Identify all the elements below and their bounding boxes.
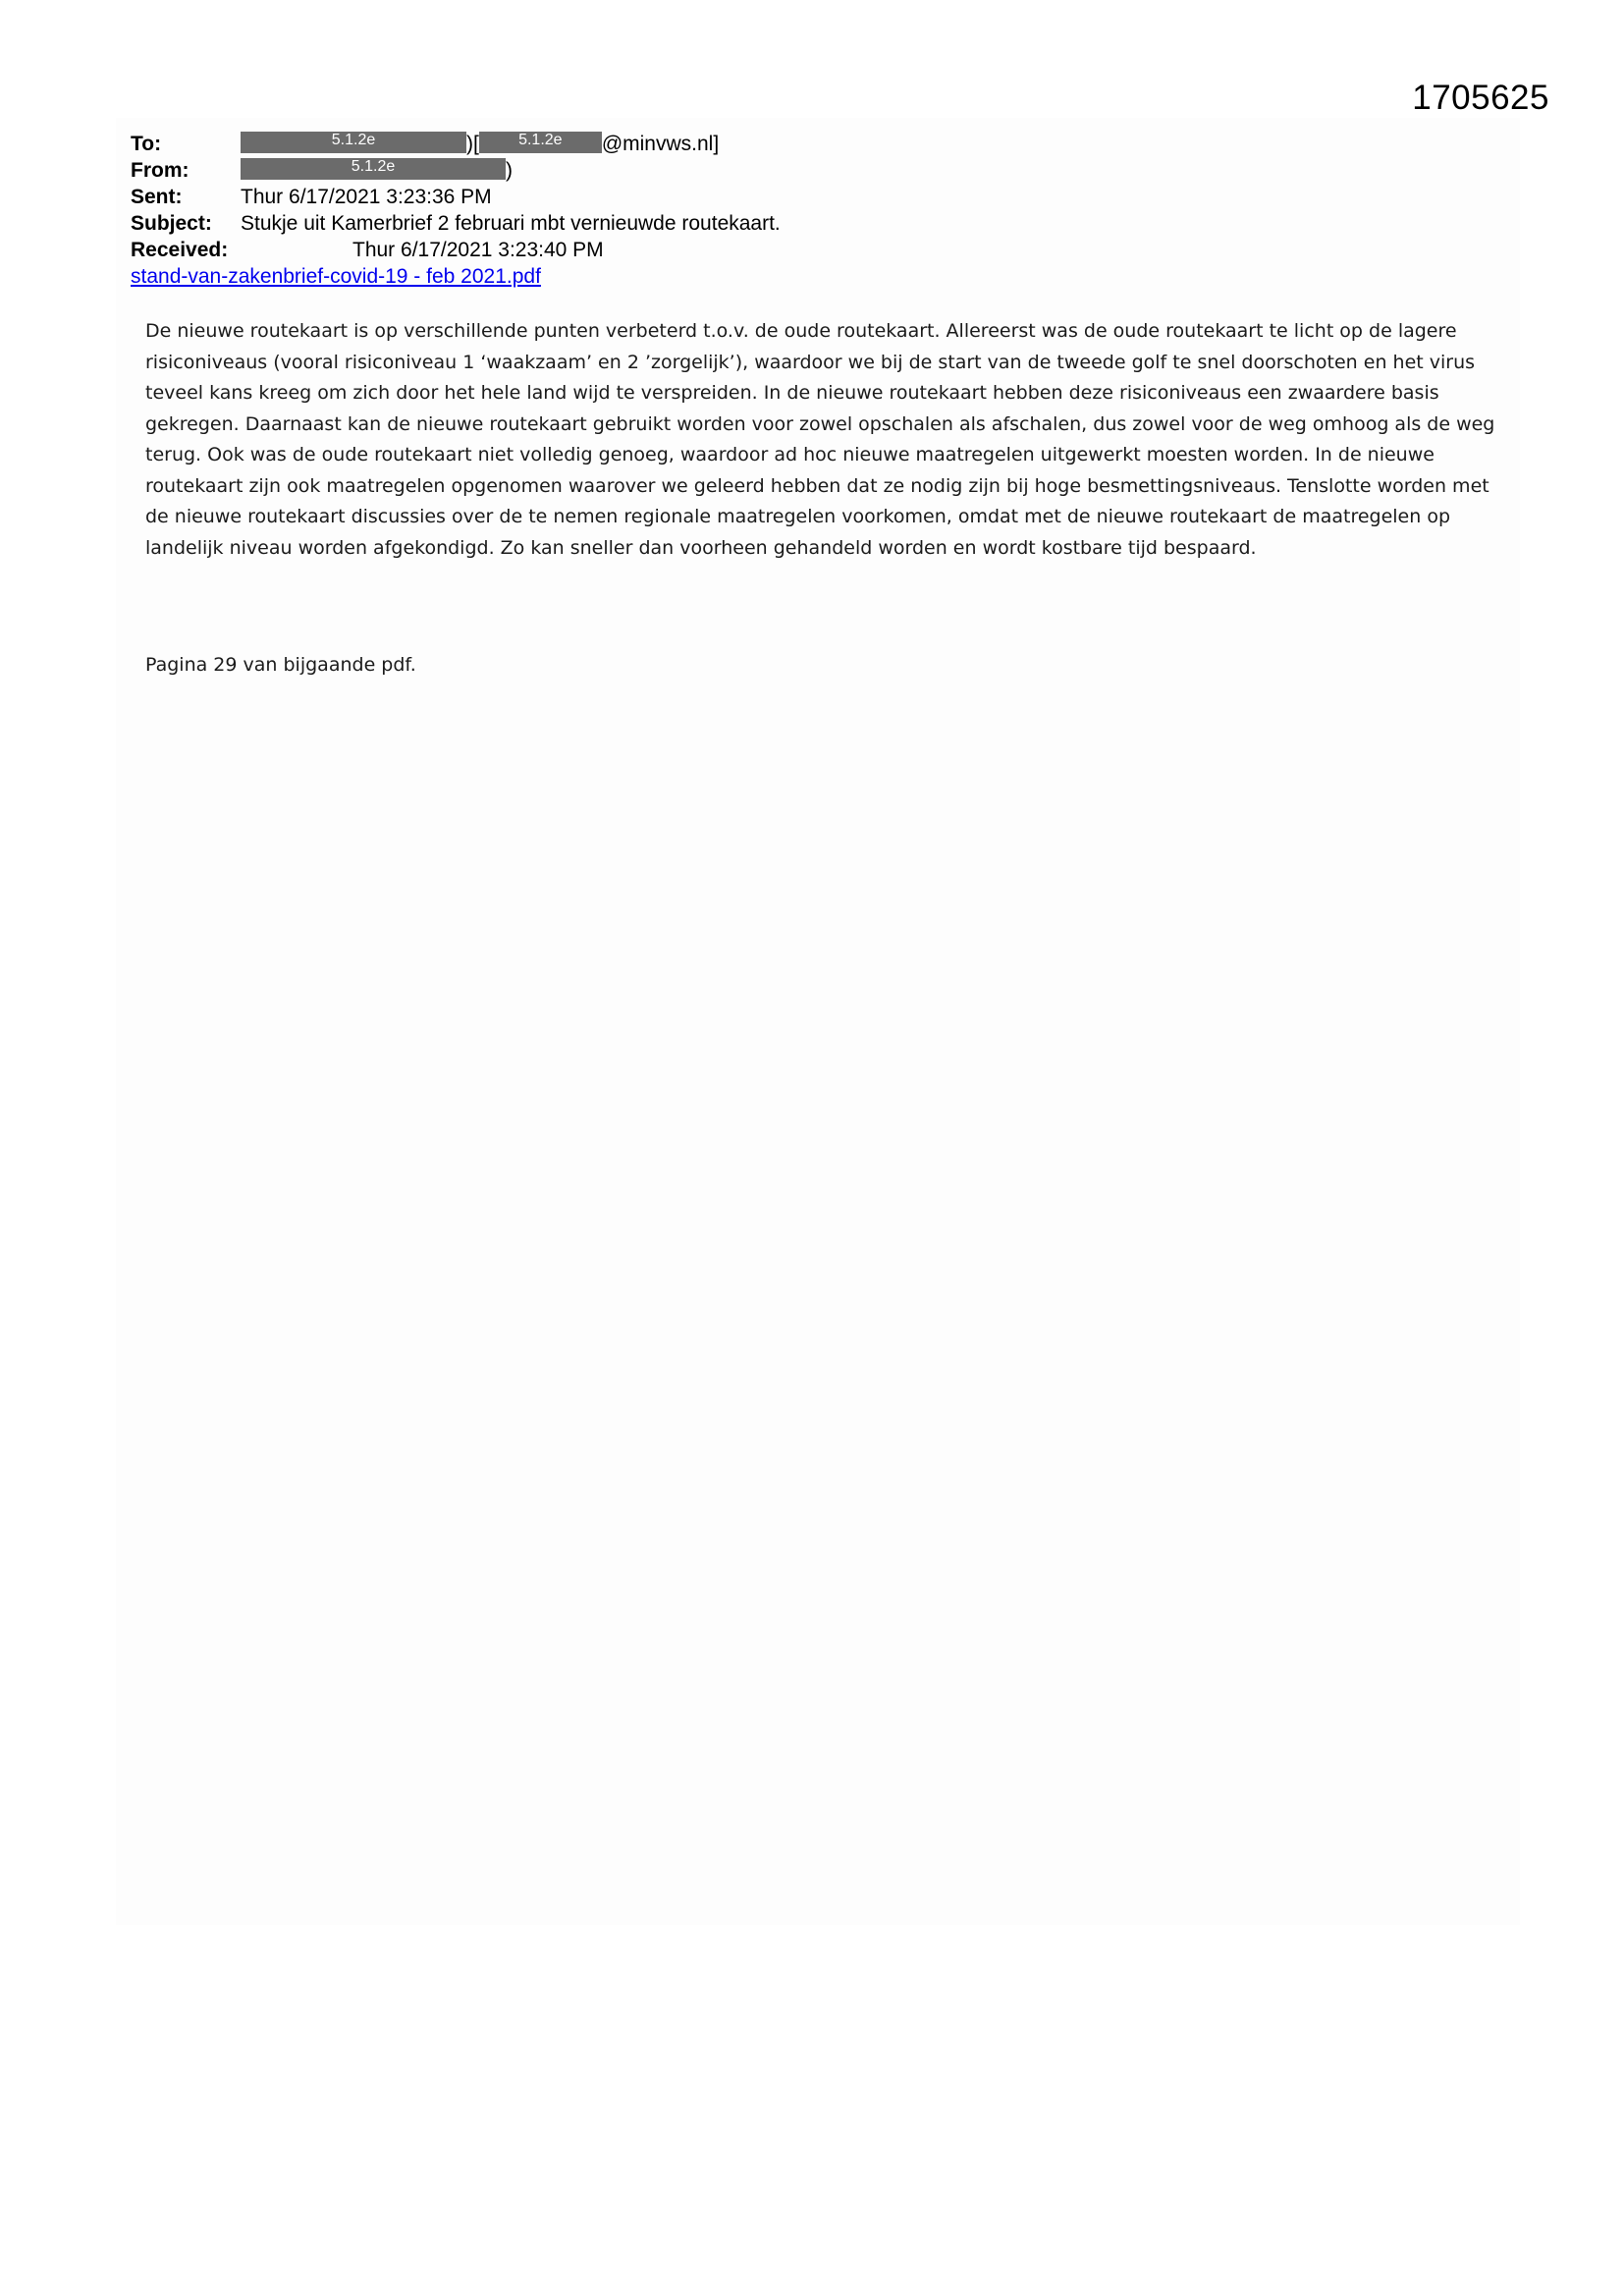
from-suffix: ) — [506, 159, 513, 182]
received-value: Thur 6/17/2021 3:23:40 PM — [352, 239, 604, 261]
to-label: To: — [131, 133, 162, 155]
to-separator: )[ — [466, 133, 479, 155]
from-value — [241, 157, 513, 184]
redaction-box: 5.1.2e — [479, 132, 602, 153]
document-number: 1705625 — [1412, 79, 1549, 117]
page-reference-note: Pagina 29 van bijgaande pdf. — [145, 654, 416, 676]
email-body: De nieuwe routekaart is op verschillende punten verbeterd t.o.v. de oude routekaart. Allereerst was de oude routekaart te licht op de lagere risiconiveaus (vooral risiconiveau 1 ‘waakzaam’ en 2 ’zorgelijk’), waardoor we bij de start van de tweede golf te snel doorschoten en het virus teveel kans kreeg om zich door het hele land wijd te verspreiden. In de nieuwe routekaart hebben deze risiconiveaus een zwaardere basis gekregen. Daarnaast kan de nieuwe routekaart gebruikt worden voor zowel opschalen als afschalen, dus zowel voor de weg omhoog als de weg terug. Ook was de oude routekaart niet volledig genoeg, waardoor ad hoc nieuwe maatregelen uitgewerkt moesten worden. In de nieuwe routekaart zijn ook maatregelen opgenomen waarover we geleerd hebben dat ze nodig zijn bij hoge besmettingsniveaus. Tenslotte worden met de nieuwe routekaart discussies over de te nemen regionale maatregelen voorkomen, omdat met de nieuwe routekaart de maatregelen op landelijk niveau worden afgekondigd. Zo kan sneller dan voorheen gehandeld worden en wordt kostbare tijd bespaard. — [145, 320, 1495, 559]
to-domain: @minvws.nl] — [601, 133, 720, 155]
attachment-link[interactable]: stand-van-zakenbrief-covid-19 - feb 2021.pdf — [131, 265, 541, 288]
redaction-box: 5.1.2e — [241, 132, 466, 153]
sent-value: Thur 6/17/2021 3:23:36 PM — [241, 186, 492, 208]
subject-value: Stukje uit Kamerbrief 2 februari mbt vernieuwde routekaart. — [241, 212, 781, 235]
redaction-box: 5.1.2e — [241, 158, 506, 180]
subject-label: Subject: — [131, 212, 212, 235]
sent-label: Sent: — [131, 186, 183, 208]
from-label: From: — [131, 159, 189, 182]
to-value — [241, 131, 719, 157]
received-label: Received: — [131, 239, 229, 261]
